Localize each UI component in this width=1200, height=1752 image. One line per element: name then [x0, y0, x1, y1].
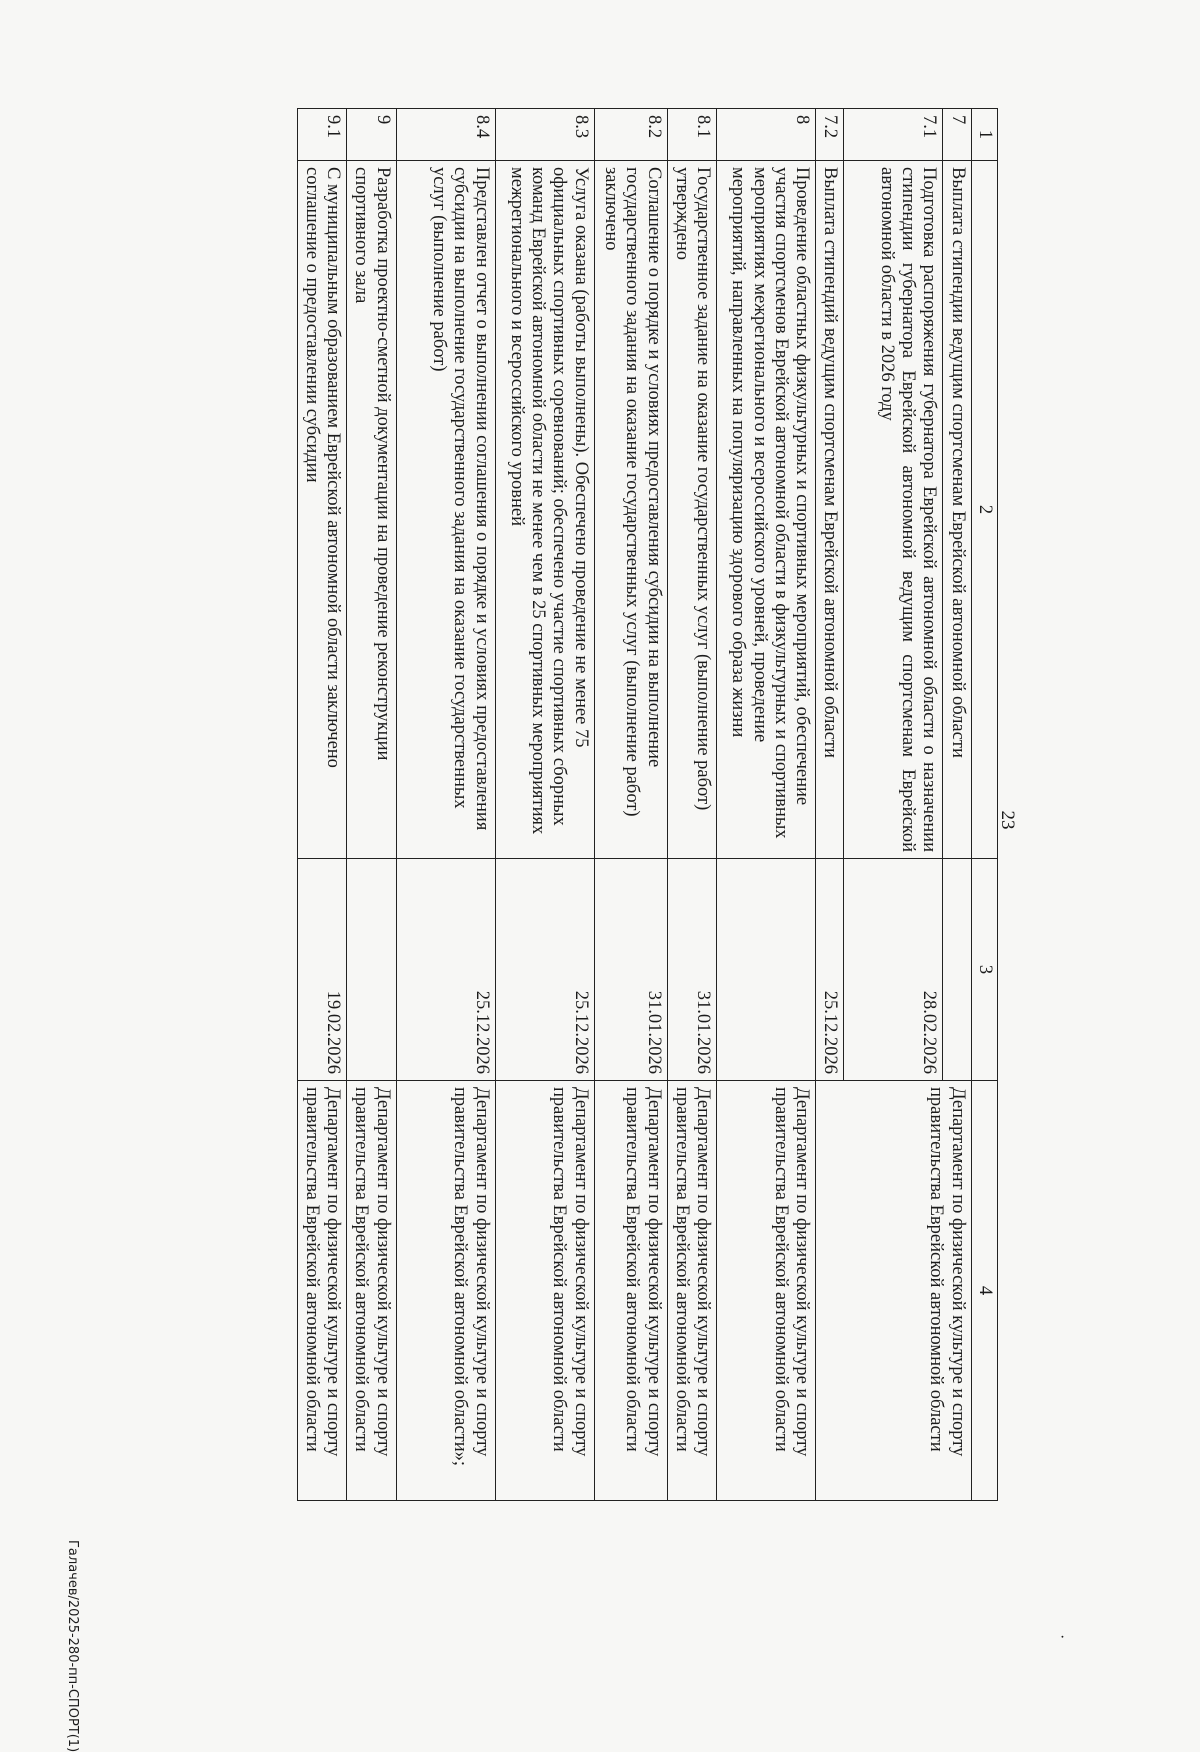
- table-row: [594, 109, 667, 1501]
- row-number: 9: [347, 109, 397, 161]
- row-text: Подготовка распоряжения губернатора Еврейской автономной области о назначении стипендии губернатора Еврейской автономной ведущим спортсменам Еврейской автономной области в 2026 году: [844, 161, 943, 859]
- row-number: 7.2: [816, 109, 844, 161]
- row-number: 9.1: [297, 109, 347, 161]
- row-date: 31.01.2026: [667, 859, 717, 1081]
- row-text: Соглашение о порядке и условиях предоставления субсидии на выполнение государственного задания на оказание государственных услуг (выполнение работ) заключено: [594, 161, 667, 859]
- row-number: 8.3: [495, 109, 594, 161]
- table-row: [347, 109, 397, 1501]
- row-responsible: Департамент по физической культуре и спорту правительства Еврейской автономной области: [297, 1081, 347, 1501]
- row-date: [943, 859, 971, 1081]
- table-row: [297, 109, 347, 1501]
- row-date: 19.02.2026: [297, 859, 347, 1081]
- scan-speck: ·: [1053, 1634, 1070, 1640]
- row-responsible: Департамент по физической культуре и спорту правительства Еврейской автономной области: [594, 1081, 667, 1501]
- row-number: 8.2: [594, 109, 667, 161]
- row-number: 7: [943, 109, 971, 161]
- row-responsible: Департамент по физической культуре и спорту правительства Еврейской автономной области»;: [396, 1081, 495, 1501]
- table-row: [396, 109, 495, 1501]
- col-header-4: 4: [971, 1081, 997, 1501]
- col-header-1: 1: [971, 109, 997, 161]
- row-number: 8.1: [667, 109, 717, 161]
- document-footer-id: Галачев/2025-280-пп-СПОРТ(1): [65, 1540, 80, 1752]
- table-row: [667, 109, 717, 1501]
- page-number: 23: [997, 810, 1018, 830]
- table-header-row: [971, 109, 997, 1501]
- row-responsible: Департамент по физической культуре и спорту правительства Еврейской автономной области: [816, 1081, 972, 1501]
- row-date: 28.02.2026: [844, 859, 943, 1081]
- row-text: Государственное задание на оказание государственных услуг (выполнение работ) утверждено: [667, 161, 717, 859]
- col-header-3: 3: [971, 859, 997, 1081]
- table-row: [495, 109, 594, 1501]
- row-date: [347, 859, 397, 1081]
- row-responsible: Департамент по физической культуре и спорту правительства Еврейской автономной области: [717, 1081, 816, 1501]
- row-number: 8.4: [396, 109, 495, 161]
- row-responsible: Департамент по физической культуре и спорту правительства Еврейской автономной области: [347, 1081, 397, 1501]
- row-number: 8: [717, 109, 816, 161]
- row-text: С муниципальным образованием Еврейской автономной области заключено соглашение о предоставлении субсидии: [297, 161, 347, 859]
- row-responsible: Департамент по физической культуре и спорту правительства Еврейской автономной области: [495, 1081, 594, 1501]
- plan-table: [297, 108, 998, 1501]
- row-date: 25.12.2026: [816, 859, 844, 1081]
- row-text: Разработка проектно-сметной документации на проведение реконструкции спортивного зала: [347, 161, 397, 859]
- row-text: Выплата стипендий ведущим спортсменам Еврейской автономной области: [816, 161, 844, 859]
- table-row: [717, 109, 816, 1501]
- row-text: Выплата стипендии ведущим спортсменам Еврейской автономной области: [943, 161, 971, 859]
- row-text: Проведение областных физкультурных и спортивных мероприятий, обеспечение участия спортсменов Еврейской автономной области в физкультурных и спортивных мероприятиях межрегионального и всероссийского уровней, проведение мероприятий, направленных на популяризацию здорового образа жизни: [717, 161, 816, 859]
- row-date: [717, 859, 816, 1081]
- table-row: [943, 109, 971, 1501]
- col-header-2: 2: [971, 161, 997, 859]
- row-text: Услуга оказана (работы выполнены). Обеспечено проведение не менее 75 официальных спортивных соревнований; обеспечено участие спортивных сборных команд Еврейской автономной области не менее чем в 25 спортивных мероприятиях межрегионального и всероссийского уровней: [495, 161, 594, 859]
- row-responsible: Департамент по физической культуре и спорту правительства Еврейской автономной области: [667, 1081, 717, 1501]
- row-date: 31.01.2026: [594, 859, 667, 1081]
- row-text: Представлен отчет о выполнении соглашения о порядке и условиях предоставления субсидии на выполнение государственного задания на оказание государственных услуг (выполнение работ): [396, 161, 495, 859]
- row-number: 7.1: [844, 109, 943, 161]
- row-date: 25.12.2026: [396, 859, 495, 1081]
- row-date: 25.12.2026: [495, 859, 594, 1081]
